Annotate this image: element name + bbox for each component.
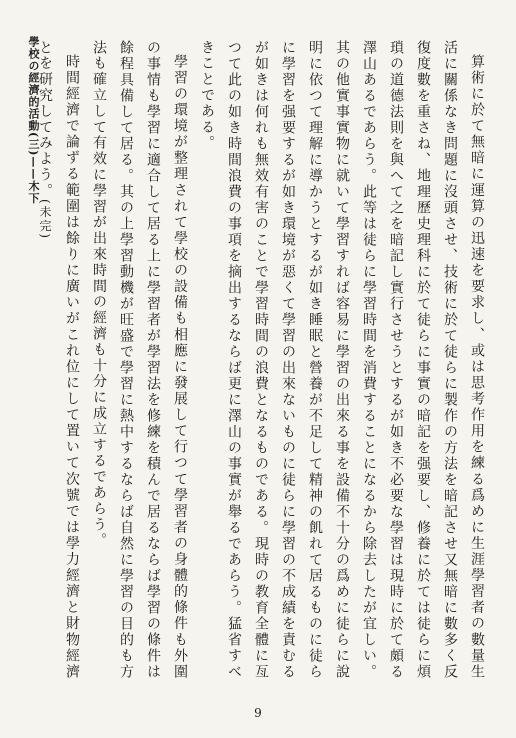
body-text (37, 40, 490, 680)
paragraph-1: 算術に於て無暗に運算の迅速を要求し、或は思考作用を練る爲めに生涯學習者の數量生活に關係なき問題に沒頭させ、技術に於て徒らに製作の方法を暗記させ又無暗に數多く反復度數を重さね、地理歷史理科に於て徒らに事實の暗記を强要し、修養に於ては徒らに煩瑣の道德法則を與へて之を暗記し實行させうとするが如き不必要な學習は現時に於て頗る澤山あるであらう。此等は徒らに學習時間を消費することになるから除去したが宜しい。其の他實事實物に就いて學習すれば容易に學習の出來る事を設備不十分の爲めに徒らに說明に依つて理解に導かうとするが如き睡眠と營養が不足して精神の飢れて居るものに徒らに學習を强要するが如き環境が惡くて學習の出來ないものに徒らに學習の不成績を責むるが如きは何れも無效有害のことで學習時間の浪費となるものである。現時の教育全體に亙つて此の如き時間浪費の事項を摘出するならば更に澤山の事實が舉るであらう。猛省すべきことである。 (199, 40, 485, 680)
paragraph-2: 學習の環境が整理されて學校の設備も相應に發展して行つて學習者の身體的條件も外圍の事情も學習に適合して居る上に學習者が學習法を修練を積んで居るならば學習の條件は餘程具備して居る。其の上學習動機が旺盛で學習に熱中するならば自然に學習の目的も方法も確立して有效に學習が出來時間の經濟も十分に成立するであらう。 (91, 40, 188, 680)
end-mark: (未完) (38, 199, 52, 240)
page-number: 9 (254, 706, 262, 720)
running-header: 學校の經濟的活動(三)——木下 (27, 36, 40, 205)
paragraph-3 (31, 40, 85, 680)
paragraph-3-text: 時間經濟で論ずる範圍は餘りに廣いがこれ位にして置いて次號では學力經濟と財物經濟とを研究してみよう。 (37, 40, 80, 680)
